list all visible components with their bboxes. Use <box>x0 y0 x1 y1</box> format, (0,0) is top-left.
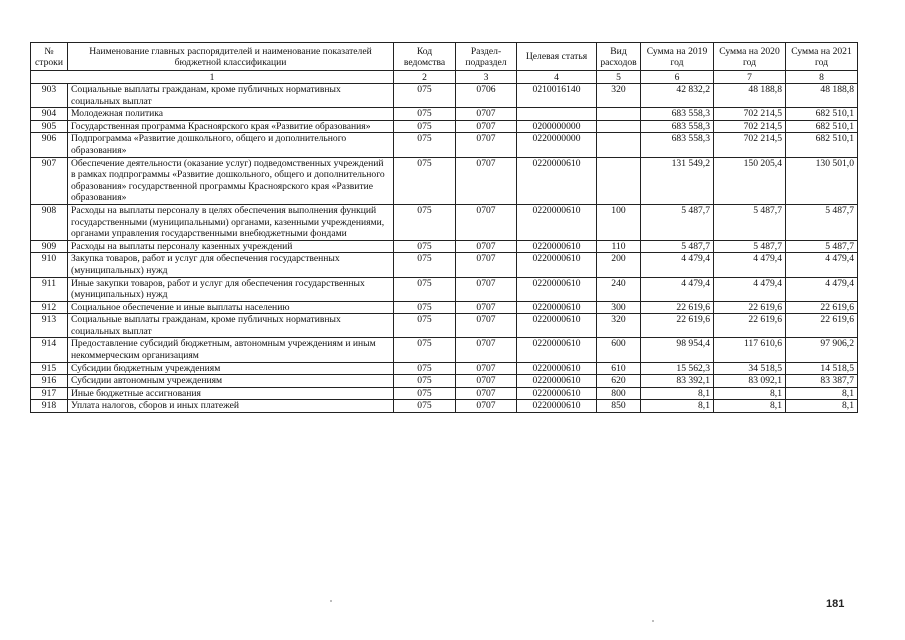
row-name: Обеспечение деятельности (оказание услуг) подведомственных учреждений в рамках подпрограммы «Развитие дошкольного, общего и дополнительного образования» государственной программы Красноярского края «Развитие образования» <box>68 157 394 204</box>
row-number: 915 <box>31 362 68 375</box>
section-code: 0707 <box>456 277 517 301</box>
section-code: 0707 <box>456 240 517 253</box>
dept-code: 075 <box>394 253 456 277</box>
table-row <box>31 108 858 121</box>
dept-code: 075 <box>394 338 456 362</box>
sum-2020: 4 479,4 <box>714 277 786 301</box>
sum-2021: 8,1 <box>786 387 858 400</box>
column-number: 5 <box>597 71 641 84</box>
expense-type: 320 <box>597 84 641 108</box>
target-article: 0220000000 <box>517 133 597 157</box>
target-article: 0220000610 <box>517 253 597 277</box>
header-row-no: № строки <box>31 43 68 71</box>
row-name: Расходы на выплаты персоналу казенных учреждений <box>68 240 394 253</box>
sum-2021: 48 188,8 <box>786 84 858 108</box>
header-section: Раздел-подраздел <box>456 43 517 71</box>
table-row <box>31 133 858 157</box>
expense-type <box>597 120 641 133</box>
table-body <box>31 84 858 413</box>
dept-code: 075 <box>394 133 456 157</box>
row-number: 916 <box>31 375 68 388</box>
sum-2020: 702 214,5 <box>714 120 786 133</box>
dept-code: 075 <box>394 204 456 240</box>
expense-type: 300 <box>597 301 641 314</box>
sum-2021: 14 518,5 <box>786 362 858 375</box>
header-dept-code: Код ведомства <box>394 43 456 71</box>
target-article: 0220000610 <box>517 338 597 362</box>
row-number: 904 <box>31 108 68 121</box>
section-code: 0707 <box>456 338 517 362</box>
sum-2021: 83 387,7 <box>786 375 858 388</box>
row-number: 917 <box>31 387 68 400</box>
sum-2021: 5 487,7 <box>786 204 858 240</box>
table-row <box>31 400 858 413</box>
sum-2020: 150 205,4 <box>714 157 786 204</box>
target-article: 0200000000 <box>517 120 597 133</box>
sum-2019: 22 619,6 <box>641 301 714 314</box>
expense-type: 200 <box>597 253 641 277</box>
target-article: 0220000610 <box>517 400 597 413</box>
sum-2020: 22 619,6 <box>714 314 786 338</box>
row-number: 914 <box>31 338 68 362</box>
row-name: Государственная программа Красноярского края «Развитие образования» <box>68 120 394 133</box>
section-code: 0707 <box>456 157 517 204</box>
page-number: 181 <box>826 598 845 610</box>
sum-2019: 683 558,3 <box>641 120 714 133</box>
sum-2019: 4 479,4 <box>641 253 714 277</box>
target-article: 0220000610 <box>517 301 597 314</box>
sum-2020: 48 188,8 <box>714 84 786 108</box>
section-code: 0707 <box>456 387 517 400</box>
section-code: 0707 <box>456 204 517 240</box>
sum-2019: 83 392,1 <box>641 375 714 388</box>
expense-type <box>597 108 641 121</box>
row-number: 913 <box>31 314 68 338</box>
dept-code: 075 <box>394 120 456 133</box>
dept-code: 075 <box>394 301 456 314</box>
sum-2020: 702 214,5 <box>714 133 786 157</box>
row-number: 905 <box>31 120 68 133</box>
column-number: 3 <box>456 71 517 84</box>
sum-2019: 42 832,2 <box>641 84 714 108</box>
sum-2021: 22 619,6 <box>786 301 858 314</box>
sum-2021: 5 487,7 <box>786 240 858 253</box>
row-number: 908 <box>31 204 68 240</box>
expense-type: 610 <box>597 362 641 375</box>
dept-code: 075 <box>394 157 456 204</box>
sum-2019: 5 487,7 <box>641 240 714 253</box>
sum-2019: 8,1 <box>641 387 714 400</box>
section-code: 0707 <box>456 314 517 338</box>
column-number-row <box>31 71 858 84</box>
target-article: 0210016140 <box>517 84 597 108</box>
sum-2020: 117 610,6 <box>714 338 786 362</box>
dept-code: 075 <box>394 362 456 375</box>
sum-2019: 98 954,4 <box>641 338 714 362</box>
dept-code: 075 <box>394 400 456 413</box>
table-row <box>31 253 858 277</box>
table-row <box>31 301 858 314</box>
row-number: 906 <box>31 133 68 157</box>
row-name: Уплата налогов, сборов и иных платежей <box>68 400 394 413</box>
target-article: 0220000610 <box>517 277 597 301</box>
expense-type: 100 <box>597 204 641 240</box>
table-row <box>31 314 858 338</box>
table-row <box>31 204 858 240</box>
sum-2021: 97 906,2 <box>786 338 858 362</box>
sum-2020: 83 092,1 <box>714 375 786 388</box>
section-code: 0707 <box>456 301 517 314</box>
section-code: 0707 <box>456 362 517 375</box>
row-name: Подпрограмма «Развитие дошкольного, общего и дополнительного образования» <box>68 133 394 157</box>
sum-2020: 8,1 <box>714 387 786 400</box>
expense-type: 320 <box>597 314 641 338</box>
budget-table <box>30 42 858 413</box>
table-row <box>31 84 858 108</box>
sum-2021: 682 510,1 <box>786 108 858 121</box>
row-number: 903 <box>31 84 68 108</box>
target-article <box>517 108 597 121</box>
table-row <box>31 240 858 253</box>
column-number: 2 <box>394 71 456 84</box>
sum-2021: 4 479,4 <box>786 277 858 301</box>
table-row <box>31 120 858 133</box>
table-row <box>31 387 858 400</box>
section-code: 0707 <box>456 400 517 413</box>
column-number: 6 <box>641 71 714 84</box>
section-code: 0707 <box>456 375 517 388</box>
column-number: 8 <box>786 71 858 84</box>
sum-2019: 131 549,2 <box>641 157 714 204</box>
expense-type: 240 <box>597 277 641 301</box>
sum-2020: 4 479,4 <box>714 253 786 277</box>
sum-2021: 4 479,4 <box>786 253 858 277</box>
sum-2019: 683 558,3 <box>641 133 714 157</box>
expense-type: 620 <box>597 375 641 388</box>
dept-code: 075 <box>394 84 456 108</box>
sum-2019: 5 487,7 <box>641 204 714 240</box>
scan-speck <box>652 620 654 622</box>
sum-2021: 22 619,6 <box>786 314 858 338</box>
sum-2020: 702 214,5 <box>714 108 786 121</box>
sum-2020: 5 487,7 <box>714 240 786 253</box>
row-name: Расходы на выплаты персоналу в целях обеспечения выполнения функций государственными (муниципальными) органами, казенными учреждениями, органами управления государственными внебюджетными фондами <box>68 204 394 240</box>
row-name: Иные закупки товаров, работ и услуг для обеспечения государственных (муниципальных) нужд <box>68 277 394 301</box>
header-sum-2019: Сумма на 2019 год <box>641 43 714 71</box>
row-name: Социальные выплаты гражданам, кроме публичных нормативных социальных выплат <box>68 84 394 108</box>
row-name: Предоставление субсидий бюджетным, автономным учреждениям и иным некоммерческим организациям <box>68 338 394 362</box>
target-article: 0220000610 <box>517 375 597 388</box>
section-code: 0707 <box>456 108 517 121</box>
expense-type: 850 <box>597 400 641 413</box>
row-number: 911 <box>31 277 68 301</box>
dept-code: 075 <box>394 387 456 400</box>
row-number: 912 <box>31 301 68 314</box>
sum-2021: 130 501,0 <box>786 157 858 204</box>
sum-2019: 4 479,4 <box>641 277 714 301</box>
target-article: 0220000610 <box>517 204 597 240</box>
target-article: 0220000610 <box>517 314 597 338</box>
table-row <box>31 375 858 388</box>
expense-type <box>597 157 641 204</box>
expense-type: 110 <box>597 240 641 253</box>
section-code: 0707 <box>456 120 517 133</box>
section-code: 0707 <box>456 253 517 277</box>
sum-2020: 22 619,6 <box>714 301 786 314</box>
sum-2019: 22 619,6 <box>641 314 714 338</box>
target-article: 0220000610 <box>517 387 597 400</box>
row-name: Субсидии автономным учреждениям <box>68 375 394 388</box>
row-number: 909 <box>31 240 68 253</box>
sum-2021: 682 510,1 <box>786 133 858 157</box>
expense-type: 600 <box>597 338 641 362</box>
row-number: 918 <box>31 400 68 413</box>
expense-type <box>597 133 641 157</box>
sum-2021: 682 510,1 <box>786 120 858 133</box>
section-code: 0706 <box>456 84 517 108</box>
sum-2019: 15 562,3 <box>641 362 714 375</box>
sum-2019: 683 558,3 <box>641 108 714 121</box>
target-article: 0220000610 <box>517 362 597 375</box>
row-name: Молодежная политика <box>68 108 394 121</box>
sum-2020: 8,1 <box>714 400 786 413</box>
section-code: 0707 <box>456 133 517 157</box>
sum-2020: 34 518,5 <box>714 362 786 375</box>
sum-2020: 5 487,7 <box>714 204 786 240</box>
row-number: 910 <box>31 253 68 277</box>
expense-type: 800 <box>597 387 641 400</box>
scan-speck <box>330 600 332 602</box>
table-row <box>31 157 858 204</box>
header-name: Наименование главных распорядителей и наименование показателей бюджетной классификации <box>68 43 394 71</box>
dept-code: 075 <box>394 240 456 253</box>
header-target-article: Целевая статья <box>517 43 597 71</box>
header-sum-2020: Сумма на 2020 год <box>714 43 786 71</box>
table-row <box>31 362 858 375</box>
column-number: 7 <box>714 71 786 84</box>
row-name: Иные бюджетные ассигнования <box>68 387 394 400</box>
dept-code: 075 <box>394 375 456 388</box>
column-number: 1 <box>31 71 394 84</box>
column-number: 4 <box>517 71 597 84</box>
dept-code: 075 <box>394 277 456 301</box>
target-article: 0220000610 <box>517 240 597 253</box>
sum-2021: 8,1 <box>786 400 858 413</box>
row-name: Закупка товаров, работ и услуг для обеспечения государственных (муниципальных) нужд <box>68 253 394 277</box>
dept-code: 075 <box>394 314 456 338</box>
table-row <box>31 277 858 301</box>
header-expense-type: Вид расходов <box>597 43 641 71</box>
row-name: Социальное обеспечение и иные выплаты населению <box>68 301 394 314</box>
table-header <box>31 43 858 84</box>
table-row <box>31 338 858 362</box>
row-name: Социальные выплаты гражданам, кроме публичных нормативных социальных выплат <box>68 314 394 338</box>
target-article: 0220000610 <box>517 157 597 204</box>
sum-2019: 8,1 <box>641 400 714 413</box>
row-name: Субсидии бюджетным учреждениям <box>68 362 394 375</box>
dept-code: 075 <box>394 108 456 121</box>
header-sum-2021: Сумма на 2021 год <box>786 43 858 71</box>
row-number: 907 <box>31 157 68 204</box>
